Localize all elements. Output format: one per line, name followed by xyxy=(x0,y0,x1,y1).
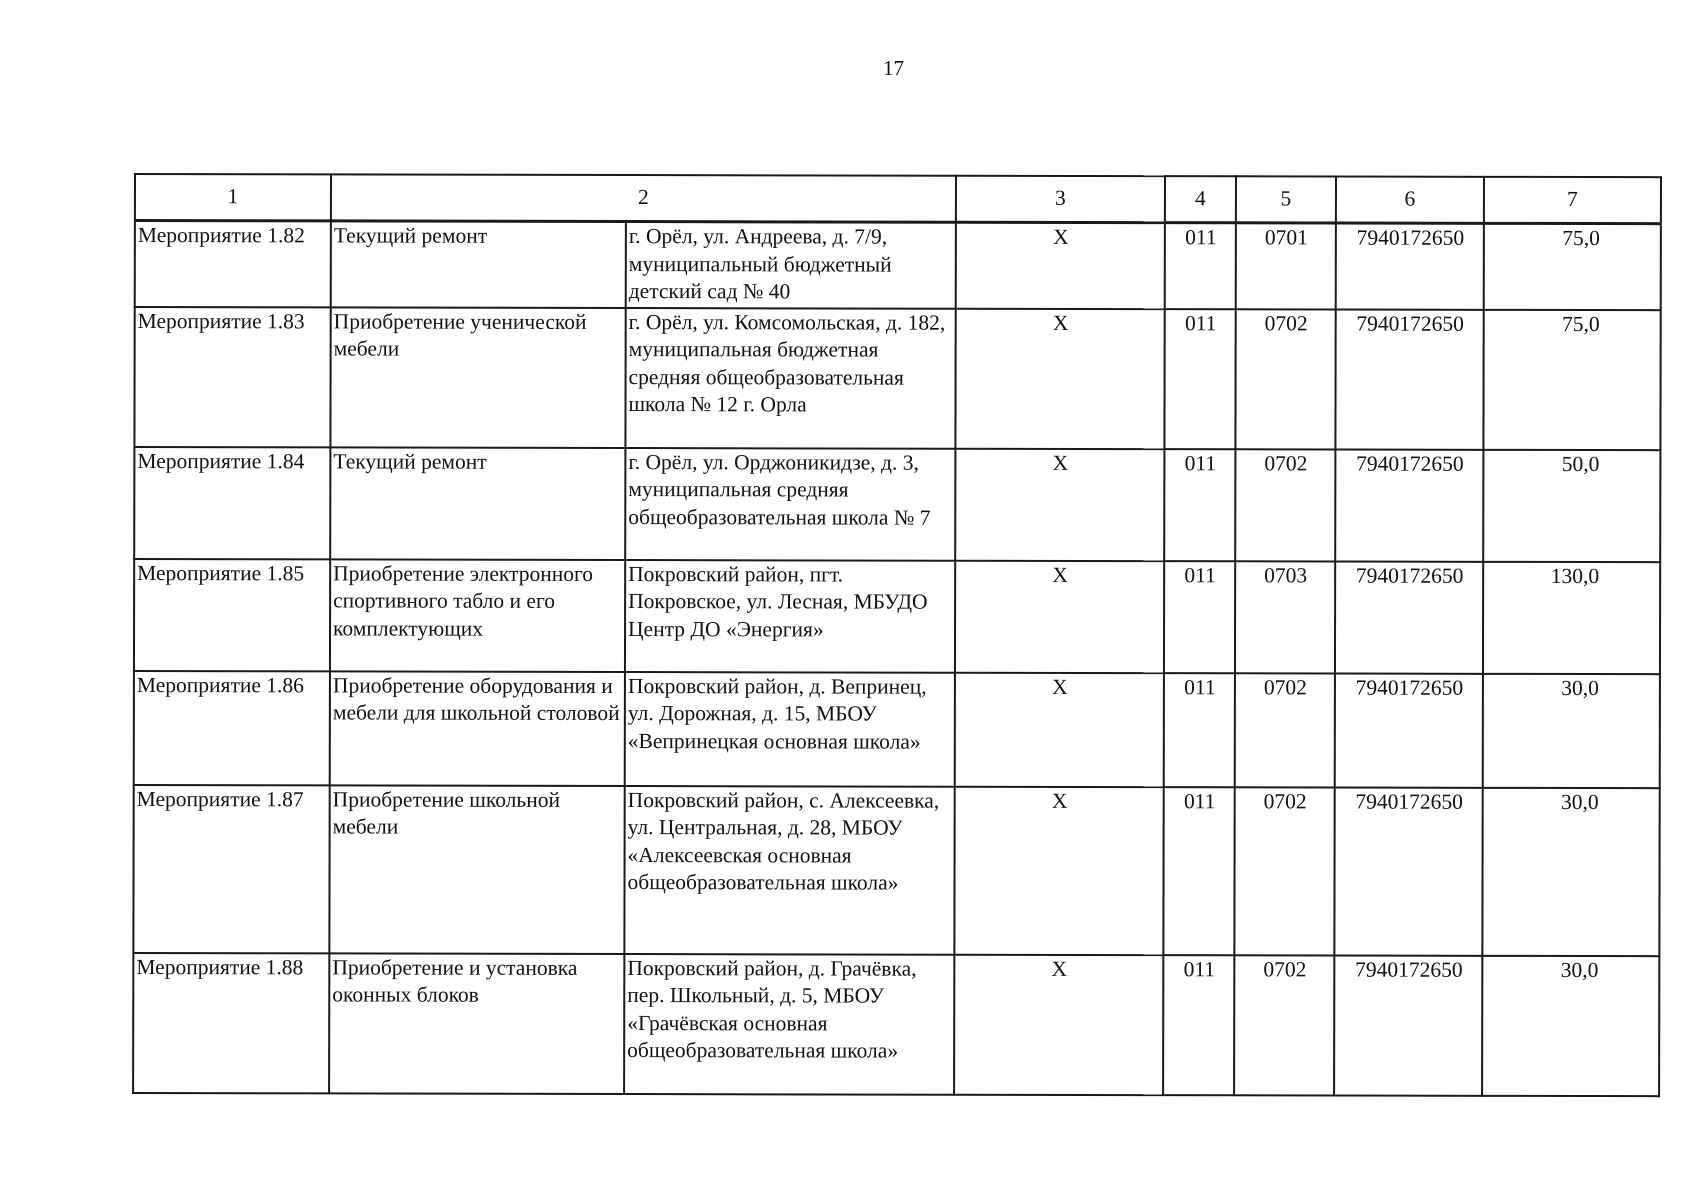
event-cell: Мероприятие 1.85 xyxy=(134,559,330,671)
amount-cell: 75,0 xyxy=(1484,223,1661,309)
col3-cell: Х xyxy=(955,448,1164,560)
address-cell: Покровский район, пгт. Покровское, ул. Лесная, МБУДО Центр ДО «Энергия» xyxy=(625,560,955,673)
address-cell: Покровский район, д. Вепринец, ул. Дорожная, д. 15, МБОУ «Вепринецкая основная школа» xyxy=(625,672,955,787)
table-row xyxy=(134,559,1660,674)
col4-cell: 011 xyxy=(1163,787,1234,955)
col5-cell: 0702 xyxy=(1234,955,1334,1095)
col4-cell: 011 xyxy=(1164,309,1235,449)
amount-cell: 75,0 xyxy=(1483,309,1660,449)
col3-cell: Х xyxy=(955,560,1164,672)
col3-cell: Х xyxy=(954,954,1163,1094)
address-cell: г. Орёл, ул. Орджоникидзе, д. 3, муниципальная средняя общеобразовательная школа № 7 xyxy=(625,448,955,561)
col6-cell: 7940172650 xyxy=(1334,955,1482,1095)
header-cell-2: 2 xyxy=(331,174,956,222)
event-cell: Мероприятие 1.87 xyxy=(133,785,329,953)
header-cell-3: 3 xyxy=(956,176,1165,223)
work-cell: Текущий ремонт xyxy=(330,447,625,560)
table-row xyxy=(134,671,1660,788)
address-cell: Покровский район, д. Грачёвка, пер. Школьный, д. 5, МБОУ «Грачёвская основная общеобразовательная школа» xyxy=(624,954,954,1095)
col4-cell: 011 xyxy=(1165,223,1236,309)
amount-cell: 130,0 xyxy=(1483,561,1660,673)
col5-cell: 0702 xyxy=(1235,673,1335,787)
work-cell: Приобретение электронного спортивного табло и его комплектующих xyxy=(330,559,625,672)
col4-cell: 011 xyxy=(1164,561,1235,673)
col5-cell: 0702 xyxy=(1235,309,1335,449)
table-row xyxy=(133,785,1659,956)
work-cell: Приобретение ученической мебели xyxy=(330,307,625,448)
col3-cell: Х xyxy=(956,222,1165,308)
event-cell: Мероприятие 1.83 xyxy=(134,307,330,447)
col6-cell: 7940172650 xyxy=(1335,561,1483,673)
col3-cell: Х xyxy=(955,308,1164,448)
table-row xyxy=(134,447,1660,562)
header-cell-1: 1 xyxy=(135,174,331,221)
event-cell: Мероприятие 1.82 xyxy=(135,221,331,307)
amount-cell: 30,0 xyxy=(1483,673,1660,787)
address-cell: г. Орёл, ул. Андреева, д. 7/9, муниципальный бюджетный детский сад № 40 xyxy=(626,222,956,309)
col5-cell: 0702 xyxy=(1234,787,1334,955)
col4-cell: 011 xyxy=(1164,449,1235,561)
header-cell-5: 5 xyxy=(1236,176,1336,223)
table-row xyxy=(133,953,1659,1096)
col6-cell: 7940172650 xyxy=(1335,449,1483,561)
header-cell-4: 4 xyxy=(1165,176,1236,223)
address-cell: г. Орёл, ул. Комсомольская, д. 182, муниципальная бюджетная средняя общеобразовательная школа № 12 г. Орла xyxy=(625,308,955,449)
col6-cell: 7940172650 xyxy=(1334,787,1482,955)
event-cell: Мероприятие 1.86 xyxy=(134,671,330,785)
work-cell: Приобретение оборудования и мебели для школьной столовой xyxy=(330,671,625,786)
event-cell: Мероприятие 1.84 xyxy=(134,447,330,559)
col6-cell: 7940172650 xyxy=(1335,673,1483,787)
amount-cell: 30,0 xyxy=(1482,955,1659,1095)
address-cell: Покровский район, с. Алексеевка, ул. Центральная, д. 28, МБОУ «Алексеевская основная общеобразовательная школа» xyxy=(624,786,954,955)
header-cell-6: 6 xyxy=(1336,177,1484,224)
work-cell: Приобретение и установка оконных блоков xyxy=(329,953,624,1094)
col6-cell: 7940172650 xyxy=(1336,223,1484,309)
col6-cell: 7940172650 xyxy=(1335,309,1483,449)
col5-cell: 0701 xyxy=(1236,223,1336,309)
work-cell: Текущий ремонт xyxy=(331,221,626,308)
col3-cell: Х xyxy=(954,786,1163,954)
budget-table xyxy=(132,173,1662,1097)
col4-cell: 011 xyxy=(1164,673,1235,787)
col4-cell: 011 xyxy=(1163,955,1234,1095)
amount-cell: 50,0 xyxy=(1483,449,1660,561)
table-header-row xyxy=(135,174,1661,224)
amount-cell: 30,0 xyxy=(1482,787,1659,955)
table-row xyxy=(135,221,1661,310)
table-row xyxy=(134,307,1660,450)
page-number: 17 xyxy=(883,56,904,80)
col3-cell: Х xyxy=(955,672,1164,786)
event-cell: Мероприятие 1.88 xyxy=(133,953,329,1093)
header-cell-7: 7 xyxy=(1484,177,1661,224)
work-cell: Приобретение школьной мебели xyxy=(329,785,624,954)
col5-cell: 0702 xyxy=(1235,449,1335,561)
col5-cell: 0703 xyxy=(1235,561,1335,673)
